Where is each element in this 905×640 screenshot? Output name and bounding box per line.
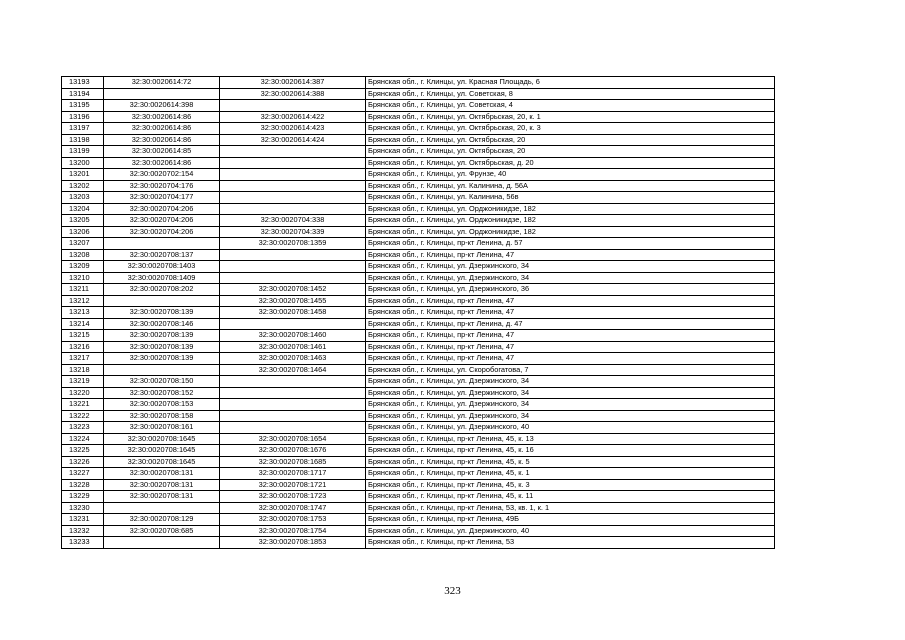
- table-row: [62, 157, 775, 169]
- row-number-cell: 13208: [62, 249, 104, 261]
- table-row: [62, 468, 775, 480]
- table-row: [62, 479, 775, 491]
- row-number-cell: 13204: [62, 203, 104, 215]
- table-row: [62, 100, 775, 112]
- parcel-cadastral-number-cell: 32:30:0020614:85: [104, 146, 220, 158]
- address-cell: Брянская обл., г. Клинцы, пр-кт Ленина, 45, к. 5: [366, 456, 775, 468]
- address-cell: Брянская обл., г. Клинцы, ул. Скоробогатова, 7: [366, 364, 775, 376]
- registry-table: [61, 76, 775, 549]
- object-cadastral-number-cell: [220, 272, 366, 284]
- address-cell: Брянская обл., г. Клинцы, пр-кт Ленина, 45, к. 13: [366, 433, 775, 445]
- object-cadastral-number-cell: [220, 192, 366, 204]
- object-cadastral-number-cell: 32:30:0020708:1464: [220, 364, 366, 376]
- object-cadastral-number-cell: [220, 146, 366, 158]
- object-cadastral-number-cell: 32:30:0020704:339: [220, 226, 366, 238]
- object-cadastral-number-cell: [220, 100, 366, 112]
- address-cell: Брянская обл., г. Клинцы, ул. Орджоникидзе, 182: [366, 215, 775, 227]
- object-cadastral-number-cell: 32:30:0020708:1717: [220, 468, 366, 480]
- row-number-cell: 13217: [62, 353, 104, 365]
- address-cell: Брянская обл., г. Клинцы, пр-кт Ленина, 47: [366, 341, 775, 353]
- table-row: [62, 307, 775, 319]
- table-row: [62, 284, 775, 296]
- parcel-cadastral-number-cell: 32:30:0020708:146: [104, 318, 220, 330]
- parcel-cadastral-number-cell: 32:30:0020704:206: [104, 215, 220, 227]
- row-number-cell: 13207: [62, 238, 104, 250]
- row-number-cell: 13221: [62, 399, 104, 411]
- page-number: 323: [444, 585, 461, 597]
- row-number-cell: 13226: [62, 456, 104, 468]
- object-cadastral-number-cell: 32:30:0020708:1723: [220, 491, 366, 503]
- parcel-cadastral-number-cell: 32:30:0020708:150: [104, 376, 220, 388]
- object-cadastral-number-cell: [220, 157, 366, 169]
- row-number-cell: 13229: [62, 491, 104, 503]
- row-number-cell: 13197: [62, 123, 104, 135]
- parcel-cadastral-number-cell: 32:30:0020708:129: [104, 514, 220, 526]
- object-cadastral-number-cell: [220, 180, 366, 192]
- table-row: [62, 445, 775, 457]
- parcel-cadastral-number-cell: 32:30:0020614:398: [104, 100, 220, 112]
- parcel-cadastral-number-cell: 32:30:0020708:1645: [104, 445, 220, 457]
- table-row: [62, 376, 775, 388]
- address-cell: Брянская обл., г. Клинцы, ул. Советская, 8: [366, 88, 775, 100]
- object-cadastral-number-cell: 32:30:0020614:424: [220, 134, 366, 146]
- address-cell: Брянская обл., г. Клинцы, ул. Дзержинского, 34: [366, 376, 775, 388]
- table-row: [62, 180, 775, 192]
- table-row: [62, 123, 775, 135]
- table-row: [62, 215, 775, 227]
- table-row: [62, 111, 775, 123]
- object-cadastral-number-cell: 32:30:0020708:1452: [220, 284, 366, 296]
- address-cell: Брянская обл., г. Клинцы, ул. Дзержинского, 34: [366, 410, 775, 422]
- parcel-cadastral-number-cell: 32:30:0020708:131: [104, 468, 220, 480]
- object-cadastral-number-cell: 32:30:0020708:1676: [220, 445, 366, 457]
- object-cadastral-number-cell: 32:30:0020708:1455: [220, 295, 366, 307]
- address-cell: Брянская обл., г. Клинцы, пр-кт Ленина, 49Б: [366, 514, 775, 526]
- parcel-cadastral-number-cell: [104, 537, 220, 549]
- parcel-cadastral-number-cell: 32:30:0020704:206: [104, 226, 220, 238]
- row-number-cell: 13233: [62, 537, 104, 549]
- row-number-cell: 13210: [62, 272, 104, 284]
- parcel-cadastral-number-cell: 32:30:0020704:177: [104, 192, 220, 204]
- row-number-cell: 13196: [62, 111, 104, 123]
- table-row: [62, 192, 775, 204]
- row-number-cell: 13227: [62, 468, 104, 480]
- table-row: [62, 422, 775, 434]
- parcel-cadastral-number-cell: 32:30:0020704:176: [104, 180, 220, 192]
- parcel-cadastral-number-cell: 32:30:0020708:202: [104, 284, 220, 296]
- object-cadastral-number-cell: [220, 422, 366, 434]
- table-row: [62, 226, 775, 238]
- parcel-cadastral-number-cell: 32:30:0020708:1645: [104, 433, 220, 445]
- parcel-cadastral-number-cell: [104, 88, 220, 100]
- address-cell: Брянская обл., г. Клинцы, ул. Орджоникидзе, 182: [366, 203, 775, 215]
- object-cadastral-number-cell: 32:30:0020708:1721: [220, 479, 366, 491]
- row-number-cell: 13211: [62, 284, 104, 296]
- table-row: [62, 88, 775, 100]
- object-cadastral-number-cell: [220, 387, 366, 399]
- row-number-cell: 13212: [62, 295, 104, 307]
- object-cadastral-number-cell: [220, 376, 366, 388]
- parcel-cadastral-number-cell: 32:30:0020708:153: [104, 399, 220, 411]
- parcel-cadastral-number-cell: 32:30:0020614:72: [104, 77, 220, 89]
- address-cell: Брянская обл., г. Клинцы, пр-кт Ленина, д. 47: [366, 318, 775, 330]
- object-cadastral-number-cell: [220, 203, 366, 215]
- table-row: [62, 295, 775, 307]
- parcel-cadastral-number-cell: 32:30:0020708:139: [104, 341, 220, 353]
- address-cell: Брянская обл., г. Клинцы, пр-кт Ленина, д. 57: [366, 238, 775, 250]
- object-cadastral-number-cell: [220, 169, 366, 181]
- parcel-cadastral-number-cell: 32:30:0020708:685: [104, 525, 220, 537]
- object-cadastral-number-cell: 32:30:0020708:1359: [220, 238, 366, 250]
- row-number-cell: 13215: [62, 330, 104, 342]
- row-number-cell: 13216: [62, 341, 104, 353]
- object-cadastral-number-cell: 32:30:0020614:388: [220, 88, 366, 100]
- table-row: [62, 387, 775, 399]
- table-row: [62, 456, 775, 468]
- address-cell: Брянская обл., г. Клинцы, ул. Дзержинского, 36: [366, 284, 775, 296]
- object-cadastral-number-cell: [220, 318, 366, 330]
- table-row: [62, 330, 775, 342]
- table-row: [62, 169, 775, 181]
- row-number-cell: 13205: [62, 215, 104, 227]
- row-number-cell: 13228: [62, 479, 104, 491]
- row-number-cell: 13214: [62, 318, 104, 330]
- address-cell: Брянская обл., г. Клинцы, пр-кт Ленина, 47: [366, 330, 775, 342]
- object-cadastral-number-cell: [220, 399, 366, 411]
- table-row: [62, 537, 775, 549]
- parcel-cadastral-number-cell: 32:30:0020614:86: [104, 134, 220, 146]
- address-cell: Брянская обл., г. Клинцы, пр-кт Ленина, 45, к. 16: [366, 445, 775, 457]
- parcel-cadastral-number-cell: 32:30:0020708:137: [104, 249, 220, 261]
- parcel-cadastral-number-cell: 32:30:0020704:206: [104, 203, 220, 215]
- address-cell: Брянская обл., г. Клинцы, пр-кт Ленина, 53: [366, 537, 775, 549]
- address-cell: Брянская обл., г. Клинцы, пр-кт Ленина, 53, кв. 1, к. 1: [366, 502, 775, 514]
- table-row: [62, 433, 775, 445]
- table-row: [62, 318, 775, 330]
- row-number-cell: 13218: [62, 364, 104, 376]
- object-cadastral-number-cell: [220, 249, 366, 261]
- row-number-cell: 13206: [62, 226, 104, 238]
- registry-table-body: [62, 77, 775, 549]
- object-cadastral-number-cell: 32:30:0020704:338: [220, 215, 366, 227]
- object-cadastral-number-cell: 32:30:0020708:1685: [220, 456, 366, 468]
- address-cell: Брянская обл., г. Клинцы, ул. Дзержинского, 34: [366, 261, 775, 273]
- table-row: [62, 399, 775, 411]
- parcel-cadastral-number-cell: 32:30:0020708:139: [104, 353, 220, 365]
- row-number-cell: 13195: [62, 100, 104, 112]
- table-row: [62, 491, 775, 503]
- table-row: [62, 502, 775, 514]
- table-row: [62, 261, 775, 273]
- parcel-cadastral-number-cell: 32:30:0020708:139: [104, 330, 220, 342]
- row-number-cell: 13230: [62, 502, 104, 514]
- row-number-cell: 13232: [62, 525, 104, 537]
- address-cell: Брянская обл., г. Клинцы, ул. Октябрьская, 20: [366, 134, 775, 146]
- parcel-cadastral-number-cell: [104, 364, 220, 376]
- address-cell: Брянская обл., г. Клинцы, ул. Калинина, 56в: [366, 192, 775, 204]
- parcel-cadastral-number-cell: [104, 502, 220, 514]
- address-cell: Брянская обл., г. Клинцы, ул. Октябрьская, 20, к. 1: [366, 111, 775, 123]
- parcel-cadastral-number-cell: 32:30:0020708:131: [104, 479, 220, 491]
- table-row: [62, 353, 775, 365]
- table-row: [62, 146, 775, 158]
- address-cell: Брянская обл., г. Клинцы, ул. Калинина, д. 56А: [366, 180, 775, 192]
- parcel-cadastral-number-cell: [104, 238, 220, 250]
- parcel-cadastral-number-cell: [104, 295, 220, 307]
- object-cadastral-number-cell: 32:30:0020708:1461: [220, 341, 366, 353]
- table-row: [62, 249, 775, 261]
- address-cell: Брянская обл., г. Клинцы, ул. Дзержинского, 40: [366, 422, 775, 434]
- table-row: [62, 514, 775, 526]
- address-cell: Брянская обл., г. Клинцы, пр-кт Ленина, 47: [366, 295, 775, 307]
- address-cell: Брянская обл., г. Клинцы, ул. Фрунзе, 40: [366, 169, 775, 181]
- parcel-cadastral-number-cell: 32:30:0020708:1409: [104, 272, 220, 284]
- table-row: [62, 134, 775, 146]
- row-number-cell: 13223: [62, 422, 104, 434]
- address-cell: Брянская обл., г. Клинцы, ул. Дзержинского, 34: [366, 272, 775, 284]
- address-cell: Брянская обл., г. Клинцы, ул. Советская, 4: [366, 100, 775, 112]
- table-row: [62, 364, 775, 376]
- row-number-cell: 13199: [62, 146, 104, 158]
- address-cell: Брянская обл., г. Клинцы, ул. Октябрьская, д. 20: [366, 157, 775, 169]
- row-number-cell: 13213: [62, 307, 104, 319]
- address-cell: Брянская обл., г. Клинцы, ул. Дзержинского, 34: [366, 399, 775, 411]
- row-number-cell: 13225: [62, 445, 104, 457]
- row-number-cell: 13201: [62, 169, 104, 181]
- table-row: [62, 238, 775, 250]
- parcel-cadastral-number-cell: 32:30:0020708:1403: [104, 261, 220, 273]
- parcel-cadastral-number-cell: 32:30:0020708:161: [104, 422, 220, 434]
- table-row: [62, 203, 775, 215]
- object-cadastral-number-cell: 32:30:0020708:1754: [220, 525, 366, 537]
- object-cadastral-number-cell: 32:30:0020614:423: [220, 123, 366, 135]
- address-cell: Брянская обл., г. Клинцы, пр-кт Ленина, 45, к. 11: [366, 491, 775, 503]
- address-cell: Брянская обл., г. Клинцы, ул. Орджоникидзе, 182: [366, 226, 775, 238]
- object-cadastral-number-cell: 32:30:0020708:1747: [220, 502, 366, 514]
- parcel-cadastral-number-cell: 32:30:0020708:131: [104, 491, 220, 503]
- row-number-cell: 13231: [62, 514, 104, 526]
- row-number-cell: 13202: [62, 180, 104, 192]
- parcel-cadastral-number-cell: 32:30:0020702:154: [104, 169, 220, 181]
- address-cell: Брянская обл., г. Клинцы, пр-кт Ленина, 45, к. 3: [366, 479, 775, 491]
- address-cell: Брянская обл., г. Клинцы, ул. Красная Площадь, 6: [366, 77, 775, 89]
- address-cell: Брянская обл., г. Клинцы, ул. Дзержинского, 40: [366, 525, 775, 537]
- parcel-cadastral-number-cell: 32:30:0020614:86: [104, 111, 220, 123]
- table-row: [62, 77, 775, 89]
- table-row: [62, 525, 775, 537]
- address-cell: Брянская обл., г. Клинцы, пр-кт Ленина, 45, к. 1: [366, 468, 775, 480]
- row-number-cell: 13222: [62, 410, 104, 422]
- row-number-cell: 13209: [62, 261, 104, 273]
- parcel-cadastral-number-cell: 32:30:0020708:139: [104, 307, 220, 319]
- table-row: [62, 272, 775, 284]
- address-cell: Брянская обл., г. Клинцы, ул. Октябрьская, 20, к. 3: [366, 123, 775, 135]
- address-cell: Брянская обл., г. Клинцы, пр-кт Ленина, 47: [366, 307, 775, 319]
- row-number-cell: 13200: [62, 157, 104, 169]
- object-cadastral-number-cell: 32:30:0020708:1463: [220, 353, 366, 365]
- row-number-cell: 13224: [62, 433, 104, 445]
- address-cell: Брянская обл., г. Клинцы, пр-кт Ленина, 47: [366, 353, 775, 365]
- object-cadastral-number-cell: 32:30:0020708:1753: [220, 514, 366, 526]
- row-number-cell: 13193: [62, 77, 104, 89]
- row-number-cell: 13194: [62, 88, 104, 100]
- address-cell: Брянская обл., г. Клинцы, пр-кт Ленина, 47: [366, 249, 775, 261]
- parcel-cadastral-number-cell: 32:30:0020614:86: [104, 123, 220, 135]
- object-cadastral-number-cell: 32:30:0020614:387: [220, 77, 366, 89]
- row-number-cell: 13198: [62, 134, 104, 146]
- object-cadastral-number-cell: 32:30:0020708:1458: [220, 307, 366, 319]
- table-row: [62, 410, 775, 422]
- object-cadastral-number-cell: [220, 410, 366, 422]
- table-row: [62, 341, 775, 353]
- row-number-cell: 13219: [62, 376, 104, 388]
- row-number-cell: 13203: [62, 192, 104, 204]
- parcel-cadastral-number-cell: 32:30:0020708:1645: [104, 456, 220, 468]
- parcel-cadastral-number-cell: 32:30:0020708:152: [104, 387, 220, 399]
- object-cadastral-number-cell: 32:30:0020708:1654: [220, 433, 366, 445]
- object-cadastral-number-cell: 32:30:0020708:1460: [220, 330, 366, 342]
- object-cadastral-number-cell: [220, 261, 366, 273]
- object-cadastral-number-cell: 32:30:0020708:1853: [220, 537, 366, 549]
- address-cell: Брянская обл., г. Клинцы, ул. Дзержинского, 34: [366, 387, 775, 399]
- row-number-cell: 13220: [62, 387, 104, 399]
- parcel-cadastral-number-cell: 32:30:0020708:158: [104, 410, 220, 422]
- object-cadastral-number-cell: 32:30:0020614:422: [220, 111, 366, 123]
- parcel-cadastral-number-cell: 32:30:0020614:86: [104, 157, 220, 169]
- address-cell: Брянская обл., г. Клинцы, ул. Октябрьская, 20: [366, 146, 775, 158]
